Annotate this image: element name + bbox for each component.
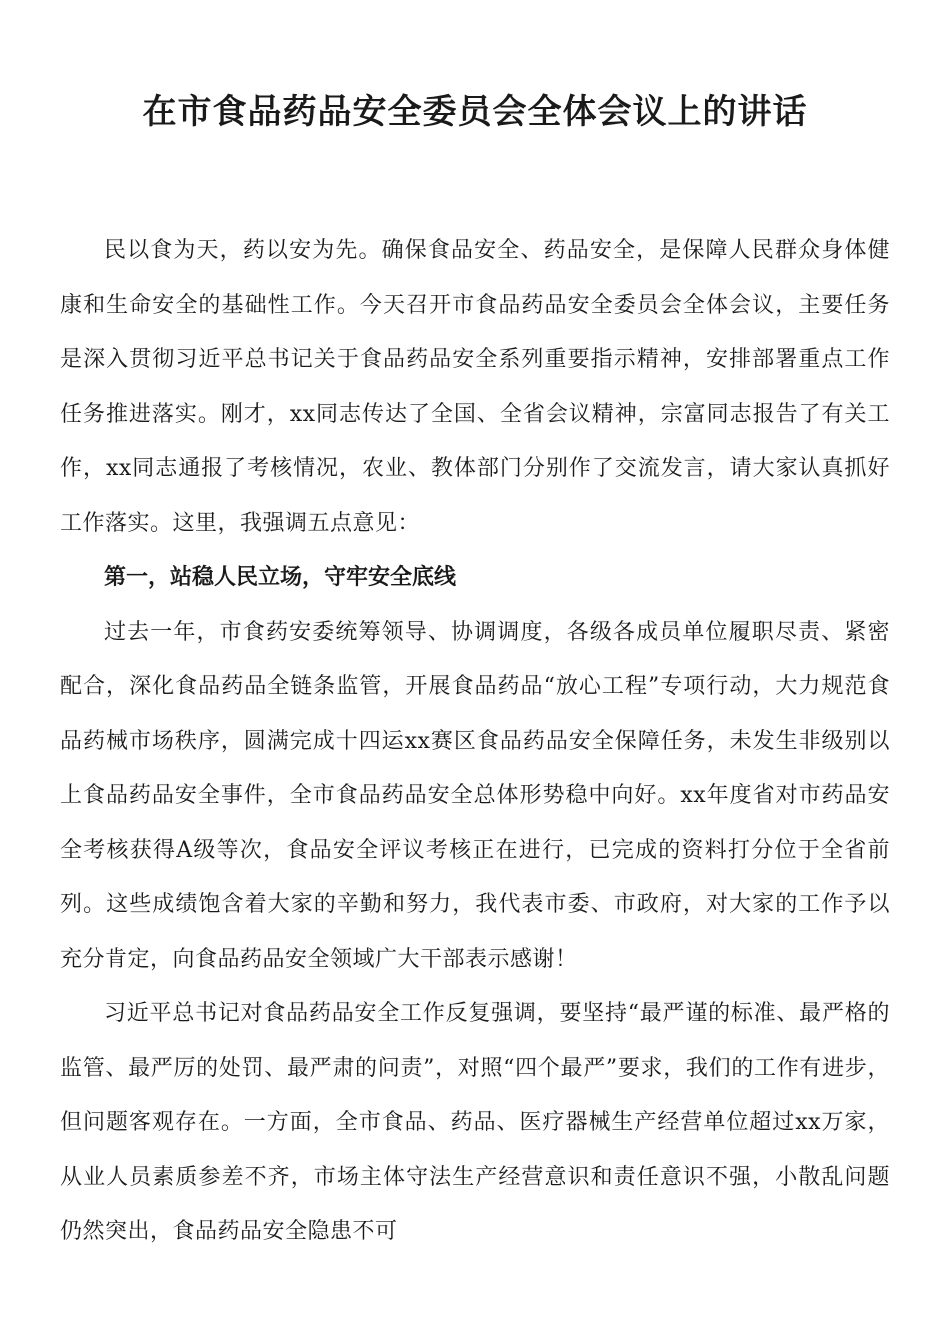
document-title: 在市食品药品安全委员会全体会议上的讲话	[142, 92, 808, 132]
section-paragraph-2: 习近平总书记对食品药品安全工作反复强调，要坚持“最严谨的标准、最严格的监管、最严厉的处罚、最严肃的问责”，对照“四个最严”要求，我们的工作有进步，但问题客观存在。一方面，全市食品、药品、医疗器械生产经营单位超过xx万家，从业人员素质参差不齐，市场主体守法生产经营意识和责任意识不强，小散乱问题仍然突出，食品药品安全隐患不可	[60, 1001, 890, 1244]
intro-paragraph: 民以食为天，药以安为先。确保食品安全、药品安全，是保障人民群众身体健康和生命安全的基础性工作。今天召开市食品药品安全委员会全体会议，主要任务是深入贯彻习近平总书记关于食品药品安全系列重要指示精神，安排部署重点工作任务推进落实。刚才，xx同志传达了全国、全省会议精神，宗富同志报告了有关工作，xx同志通报了考核情况，农业、教体部门分别作了交流发言，请大家认真抓好工作落实。这里，我强调五点意见：	[60, 238, 890, 536]
document-body	[60, 224, 890, 1260]
section-paragraph-1: 过去一年，市食药安委统筹领导、协调调度，各级各成员单位履职尽责、紧密配合，深化食品药品全链条监管，开展食品药品“放心工程”专项行动，大力规范食品药械市场秩序，圆满完成十四运xx赛区食品药品安全保障任务，未发生非级别以上食品药品安全事件，全市食品药品安全总体形势稳中向好。xx年度省对市药品安全考核获得A级等次，食品安全评议考核正在进行，已完成的资料打分位于全省前列。这些成绩饱含着大家的辛勤和努力，我代表市委、市政府，对大家的工作予以充分肯定，向食品药品安全领域广大干部表示感谢！	[60, 619, 890, 972]
section-heading: 第一，站稳人民立场，守牢安全底线	[104, 565, 457, 590]
